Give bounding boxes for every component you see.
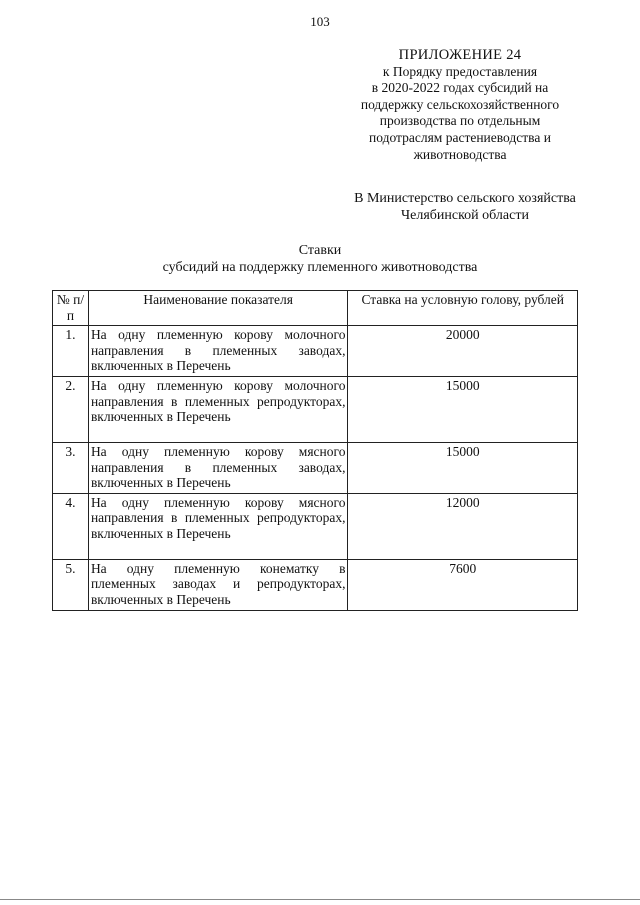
bottom-scan-edge <box>0 899 640 900</box>
table-row <box>53 559 578 610</box>
table-row <box>53 493 578 559</box>
row-indicator-name: На одну племенную корову молочного направления в племенных заводах, включенных в Перечень <box>88 326 348 377</box>
appendix-line: к Порядку предоставления <box>382 63 538 79</box>
row-number: 1. <box>53 326 89 377</box>
header-rate: Ставка на условную голову, рублей <box>348 291 578 326</box>
row-indicator-name: На одну племенную корову мясного направления в племенных репродукторах, включенных в Перечень <box>88 493 348 559</box>
document-title: Ставки <box>298 243 342 258</box>
rates-table <box>52 290 578 611</box>
row-rate: 20000 <box>348 326 578 377</box>
appendix-title: ПРИЛОЖЕНИЕ 24 <box>398 47 522 63</box>
table-header-row <box>53 291 578 326</box>
row-number: 2. <box>53 376 89 442</box>
appendix-line: поддержку сельскохозяйственного <box>360 96 560 112</box>
row-rate: 12000 <box>348 493 578 559</box>
addressee-line: Челябинской области <box>401 208 529 223</box>
row-number: 5. <box>53 559 89 610</box>
header-number: № п/п <box>53 291 89 326</box>
appendix-block <box>330 47 590 163</box>
appendix-line: в 2020-2022 годах субсидий на <box>371 80 549 96</box>
appendix-line: животноводства <box>413 146 507 162</box>
appendix-line: производства по отдельным <box>379 113 541 129</box>
header-indicator-name: Наименование показателя <box>88 291 348 326</box>
addressee-block <box>320 190 610 224</box>
page-number: 103 <box>310 14 330 29</box>
row-indicator-name: На одну племенную корову мясного направления в племенных заводах, включенных в Перечень <box>88 442 348 493</box>
row-rate: 7600 <box>348 559 578 610</box>
table-row <box>53 376 578 442</box>
row-indicator-name: На одну племенную корову молочного направления в племенных репродукторах, включенных в Перечень <box>88 376 348 442</box>
row-number: 4. <box>53 493 89 559</box>
table-row <box>53 326 578 377</box>
row-indicator-name: На одну племенную конематку в племенных заводах и репродукторах, включенных в Перечень <box>88 559 348 610</box>
row-number: 3. <box>53 442 89 493</box>
row-rate: 15000 <box>348 442 578 493</box>
document-subtitle: субсидий на поддержку племенного животноводства <box>162 260 478 275</box>
addressee-line: В Министерство сельского хозяйства <box>354 191 576 206</box>
row-rate: 15000 <box>348 376 578 442</box>
document-title-block <box>0 242 640 276</box>
appendix-line: подотраслям растениеводства и <box>369 129 551 145</box>
table-row <box>53 442 578 493</box>
